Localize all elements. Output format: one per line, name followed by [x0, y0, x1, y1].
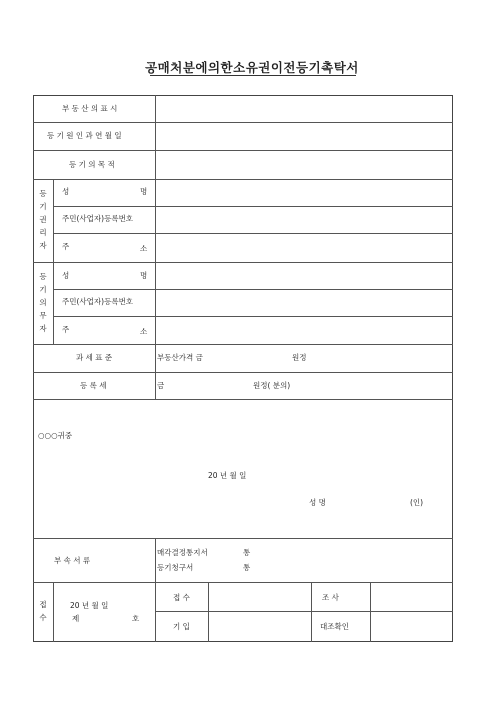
- obligor-label: [37, 270, 49, 335]
- sub-divider: [53, 206, 453, 207]
- obligor-label-char: 무: [39, 311, 47, 320]
- receipt-number-a: 제: [72, 614, 80, 623]
- col-divider: [155, 95, 156, 400]
- sub-divider: [53, 233, 453, 234]
- attachment-item-1: 매각결정통지서: [157, 548, 208, 557]
- obligor-addr-label-b: 소: [140, 327, 148, 336]
- signer-name-label: 성 명: [309, 498, 326, 507]
- sub-divider: [155, 611, 453, 612]
- receipt-number-b: 호: [132, 614, 140, 623]
- holder-label-char: 권: [39, 215, 47, 224]
- reg-cause-label: 등 기 원 인 과 연 월 일: [47, 131, 122, 140]
- receipt-label-char: 접: [39, 600, 47, 609]
- col-divider: [311, 582, 312, 642]
- holder-label-char: 기: [39, 202, 47, 211]
- col-divider: [370, 582, 371, 642]
- reg-tax-label: 등 록 세: [80, 381, 107, 390]
- request-date: 20 년 월 일: [208, 471, 247, 480]
- row-divider: [33, 179, 453, 180]
- holder-label-char: 리: [39, 228, 47, 237]
- tax-base-prefix: 부동산가격 금: [157, 353, 203, 362]
- col-divider: [208, 582, 209, 642]
- obligor-label-char: 기: [39, 285, 47, 294]
- reg-tax-prefix: 금: [157, 381, 165, 390]
- obligor-addr-label-a: 주: [62, 325, 70, 334]
- row-divider: [33, 344, 453, 345]
- receipt-label: [37, 598, 49, 624]
- receipt-label-char: 수: [39, 613, 47, 622]
- obligor-label-char: 의: [39, 298, 47, 307]
- seal-mark: (인): [410, 498, 424, 507]
- form-table: [33, 95, 453, 642]
- reg-tax-unit: 원정( 분의): [253, 381, 291, 390]
- document-title: 공매처분에의한소유권이전등기촉탁서: [145, 60, 359, 75]
- holder-addr-label-b: 소: [140, 244, 148, 253]
- attachment-item-1-unit: 통: [243, 548, 251, 557]
- tax-base-label: 과 세 표 준: [76, 353, 113, 362]
- receipt-verify-label: 대조확인: [320, 622, 349, 631]
- holder-label-char: 등: [39, 189, 47, 198]
- row-divider: [33, 262, 453, 263]
- tax-base-unit: 원정: [292, 353, 307, 362]
- title-underline: [150, 75, 356, 76]
- reg-purpose-label: 등 기 의 목 적: [69, 160, 115, 169]
- row-divider: [33, 582, 453, 583]
- row-divider: [33, 372, 453, 373]
- holder-id-label: 주민(사업자)등록번호: [62, 214, 134, 223]
- obligor-id-label: 주민(사업자)등록번호: [62, 297, 134, 306]
- attachment-item-2-unit: 통: [243, 563, 251, 572]
- obligor-name-label-b: 명: [140, 271, 148, 280]
- receipt-recv-label: 접 수: [173, 593, 190, 602]
- holder-label: [37, 187, 49, 252]
- row-divider: [33, 122, 453, 123]
- addressee: ○○○귀중: [38, 431, 73, 440]
- row-divider: [33, 150, 453, 151]
- attachment-item-2: 등기청구서: [157, 563, 194, 572]
- col-divider: [53, 582, 54, 642]
- holder-name-label-a: 성: [62, 187, 70, 196]
- receipt-entry-label: 기 입: [173, 622, 190, 631]
- col-divider: [53, 179, 54, 344]
- holder-name-label-b: 명: [140, 187, 148, 196]
- attachments-label: 부 속 서 류: [54, 556, 91, 565]
- obligor-label-char: 등: [39, 272, 47, 281]
- receipt-date: 20 년 월 일: [70, 601, 109, 610]
- holder-label-char: 자: [39, 241, 47, 250]
- property-label: 부 동 산 의 표 시: [62, 104, 118, 113]
- row-divider: [33, 399, 453, 400]
- holder-addr-label-a: 주: [62, 242, 70, 251]
- receipt-investigate-label: 조 사: [322, 593, 339, 602]
- sub-divider: [53, 316, 453, 317]
- sub-divider: [53, 289, 453, 290]
- row-divider: [33, 538, 453, 539]
- col-divider: [155, 538, 156, 642]
- obligor-name-label-a: 성: [62, 271, 70, 280]
- obligor-label-char: 자: [39, 324, 47, 333]
